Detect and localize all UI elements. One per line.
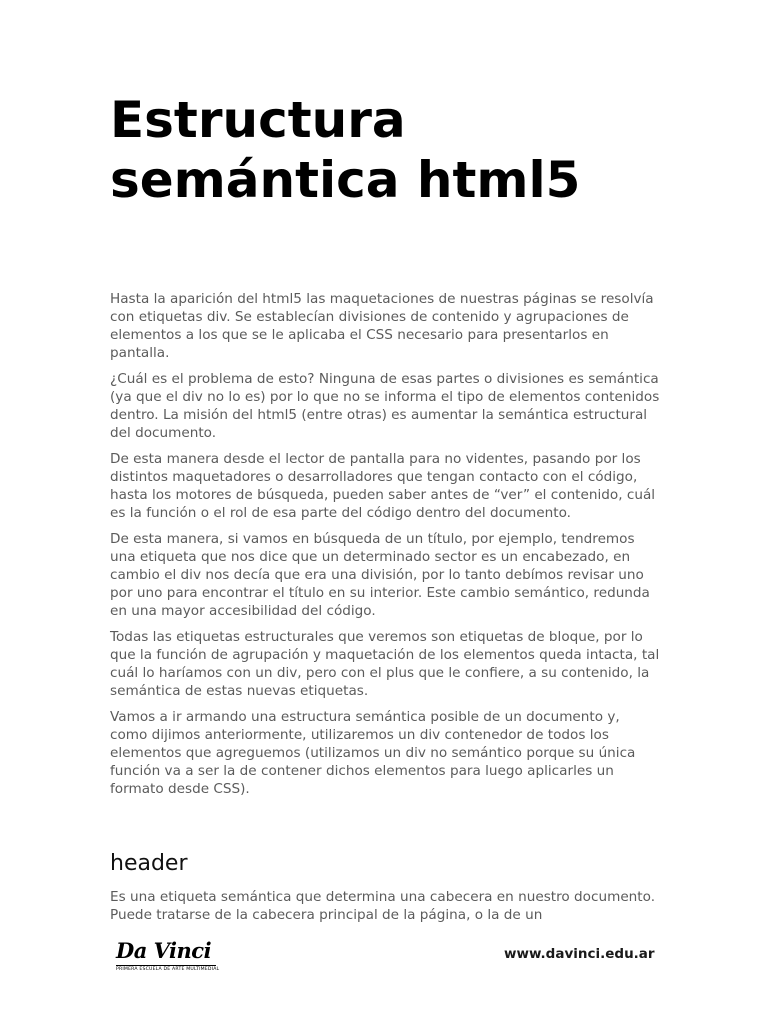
footer-website-link[interactable]: www.davinci.edu.ar <box>504 946 655 962</box>
logo-tagline: PRIMERA ESCUELA DE ARTE MULTIMEDIAL <box>116 967 220 972</box>
section-heading-header: header <box>110 851 188 876</box>
paragraph-5: Todas las etiquetas estructurales que veremos son etiquetas de bloque, por lo que la función de agrupación y maquetación de los elementos queda intacta, tal cuál lo haríamos con un div, pero con el plus que le confiere, a su contenido, la semántica de estas nuevas etiquetas. <box>110 629 660 699</box>
logo-wordmark: Da Vinci <box>116 938 212 963</box>
body-content <box>110 290 660 806</box>
paragraph-1: Hasta la aparición del html5 las maquetaciones de nuestras páginas se resolvía con etiquetas div. Se establecían divisiones de contenido y agrupaciones de elementos a los que se le aplicaba el CSS necesario para presentarlos en pantalla. <box>110 291 654 361</box>
title-line-1: Estructura <box>110 91 406 149</box>
paragraph-6: Vamos a ir armando una estructura semántica posible de un documento y, como dijimos anteriormente, utilizaremos un div contenedor de todos los elementos que agreguemos (utilizamos un div no semántico porque su única función va a ser la de contener dichos elementos para luego aplicarles un formato desde CSS). <box>110 709 636 797</box>
section-paragraph: Es una etiqueta semántica que determina una cabecera en nuestro documento. Puede tratarse de la cabecera principal de la página, o la de un <box>110 889 656 923</box>
paragraph-4: De esta manera, si vamos en búsqueda de un título, por ejemplo, tendremos una etiqueta que nos dice que un determinado sector es un encabezado, en cambio el div nos decía que era una división, por lo tanto debímos revisar uno por uno para encontrar el título en su interior. Este cambio semántico, redunda en una mayor accesibilidad del código. <box>110 531 650 619</box>
page-title <box>110 90 670 210</box>
paragraph-3: De esta manera desde el lector de pantalla para no videntes, pasando por los distintos maquetadores o desarrolladores que tengan contacto con el código, hasta los motores de búsqueda, pueden saber antes de “ver” el contenido, cuál es la función o el rol de esa parte del código dentro del documento. <box>110 451 656 521</box>
paragraph-2: ¿Cuál es el problema de esto? Ninguna de esas partes o divisiones es semántica (ya que el div no lo es) por lo que no se informa el tipo de elementos contenidos dentro. La misión del html5 (entre otras) es aumentar la semántica estructural del documento. <box>110 371 660 441</box>
title-line-2: semántica html5 <box>110 151 581 209</box>
davinci-logo <box>116 938 220 974</box>
